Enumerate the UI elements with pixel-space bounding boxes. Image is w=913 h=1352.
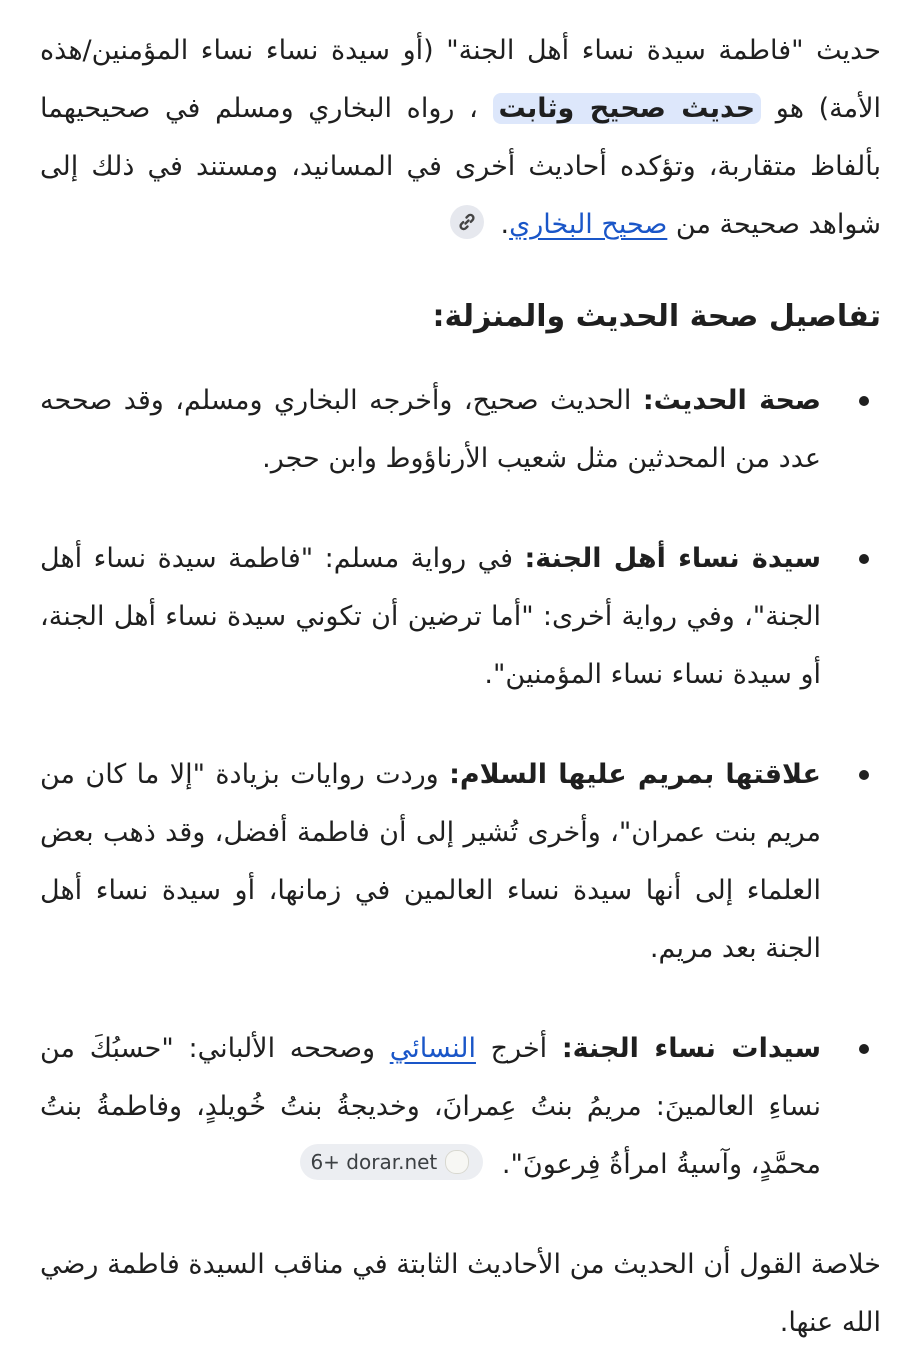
list-item [40, 1020, 881, 1194]
item-text: في رواية مسلم: "فاطمة سيدة نساء أهل الجنة"، وفي رواية أخرى: "أما ترضين أن تكوني سيدة نساء أهل الجنة، أو سيدة نساء نساء المؤمنين". [40, 543, 821, 690]
item-pre: أخرج [475, 1033, 562, 1064]
dorar-favicon-icon [445, 1150, 469, 1174]
source-chip[interactable] [300, 1144, 483, 1180]
item-text: وصححه الألباني: "حسبُكَ من نساءِ العالمينَ: مريمُ بنتُ عِمرانَ، وخديجةُ بنتُ خُويلدٍ، وفاطمةُ بنتُ محمَّدٍ، وآسيةُ امرأةُ فِرعونَ". [40, 1033, 821, 1180]
summary-paragraph: خلاصة القول أن الحديث من الأحاديث الثابتة في مناقب السيدة فاطمة رضي الله عنها. [40, 1249, 881, 1338]
intro-text-1: حديث "فاطمة سيدة نساء أهل الجنة" (أو سيدة نساء نساء المؤمنين/هذه الأمة) هو [40, 35, 882, 124]
item-term: سيدة نساء أهل الجنة: [524, 543, 821, 574]
bullet-icon [859, 770, 869, 780]
nasai-link[interactable]: النسائي [389, 1033, 476, 1064]
bullet-icon [859, 396, 869, 406]
source-chip-label: 6+ dorar.net [310, 1149, 438, 1174]
intro-paragraph [40, 22, 881, 254]
list-item [40, 372, 881, 488]
bullet-icon [859, 1044, 869, 1054]
highlight-verdict: حديث صحيح وثابت [493, 93, 762, 124]
sahih-bukhari-link[interactable]: صحيح البخاري [509, 209, 668, 240]
list-item [40, 746, 881, 978]
link-icon[interactable] [450, 205, 484, 239]
item-text: الحديث صحيح، وأخرجه البخاري ومسلم، وقد صححه عدد من المحدثين مثل شعيب الأرناؤوط وابن حجر. [40, 385, 821, 474]
intro-text-3: . [500, 209, 510, 240]
section-heading: تفاصيل صحة الحديث والمنزلة: [432, 299, 881, 334]
item-term: علاقتها بمريم عليها السلام: [449, 759, 822, 790]
details-list [40, 372, 881, 1194]
bullet-icon [859, 554, 869, 564]
item-term: سيدات نساء الجنة: [561, 1033, 821, 1064]
intro-text-2: ، رواه البخاري ومسلم في صحيحيهما بألفاظ متقاربة، وتؤكده أحاديث أخرى في المسانيد، ومستند في ذلك إلى شواهد صحيحة من [40, 93, 881, 240]
item-text: وردت روايات بزيادة "إلا ما كان من مريم بنت عمران"، وأخرى تُشير إلى أن فاطمة أفضل، وقد ذهب بعض العلماء إلى أنها سيدة نساء العالمين في زمانها، أو سيدة نساء أهل الجنة بعد مريم. [40, 759, 821, 964]
item-term: صحة الحديث: [642, 385, 821, 416]
list-item [40, 530, 881, 704]
